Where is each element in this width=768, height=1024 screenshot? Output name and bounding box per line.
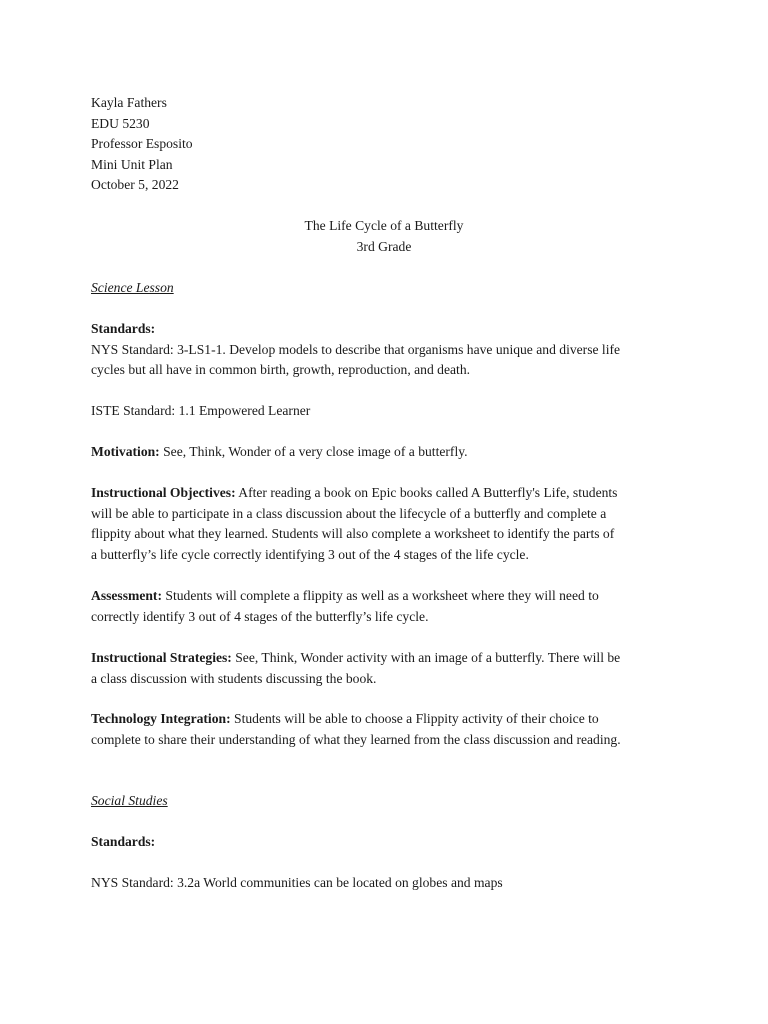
objectives-block [91,483,691,565]
title-block [0,216,768,257]
technology-text-1: Students will be able to choose a Flippity activity of their choice to [230,711,599,726]
social-studies-standards-block [91,832,691,853]
objectives-line-3: flippity about what they learned. Students will also complete a worksheet to identify the parts of [91,526,615,541]
nys-standard-line-1: NYS Standard: 3-LS1-1. Develop models to describe that organisms have unique and diverse life [91,341,621,357]
motivation-line [91,442,691,463]
science-section-heading: Science Lesson [91,280,174,295]
strategies-text-1: See, Think, Wonder activity with an image of a butterfly. There will be [231,650,621,665]
strategies-line-2: a class discussion with students discussing the book. [91,670,377,686]
objectives-line-4: a butterfly’s life cycle correctly identifying 3 out of the 4 stages of the life cycle. [91,546,529,562]
strategies-label: Instructional Strategies: [91,650,232,665]
assignment-name: Mini Unit Plan [91,156,173,172]
course-code: EDU 5230 [91,115,150,131]
science-standards-label: Standards: [91,321,156,336]
document-title: The Life Cycle of a Butterfly [304,218,464,233]
strategies-block [91,648,691,689]
objectives-text-1: After reading a book on Epic books called A Butterfly's Life, students [235,485,618,500]
header-block [91,93,691,196]
motivation-label: Motivation: [91,444,160,459]
iste-standard: ISTE Standard: 1.1 Empowered Learner [91,403,311,418]
motivation-block [91,442,691,463]
grade-level: 3rd Grade [356,238,412,254]
professor-name: Professor Esposito [91,136,193,151]
technology-label: Technology Integration: [91,711,231,726]
assessment-label: Assessment: [91,588,162,603]
technology-line-1 [91,709,691,730]
social-studies-nys-block [91,873,691,894]
document-date: October 5, 2022 [91,177,179,192]
iste-standard-block [91,401,691,422]
science-standards-block [91,319,691,381]
author-name: Kayla Fathers [91,95,167,110]
objectives-line-1 [91,483,691,504]
technology-line-2: complete to share their understanding of what they learned from the class discussion and reading. [91,731,621,747]
assessment-text-1: Students will complete a flippity as well as a worksheet where they will need to [161,588,599,603]
science-heading-block [91,278,691,299]
motivation-text: See, Think, Wonder of a very close image of a butterfly. [159,444,468,459]
assessment-block [91,586,691,627]
objectives-label: Instructional Objectives: [91,485,236,500]
social-studies-heading-block [91,791,691,812]
assessment-line-1 [91,586,691,607]
social-studies-nys-standard: NYS Standard: 3.2a World communities can be located on globes and maps [91,875,503,890]
technology-block [91,709,691,750]
nys-standard-line-2: cycles but all have in common birth, growth, reproduction, and death. [91,362,471,377]
social-studies-section-heading: Social Studies [91,793,168,808]
objectives-line-2: will be able to participate in a class discussion about the lifecycle of a butterfly and complete a [91,505,607,521]
strategies-line-1 [91,648,691,669]
social-studies-standards-label: Standards: [91,834,156,849]
assessment-line-2: correctly identify 3 out of 4 stages of the butterfly’s life cycle. [91,608,429,624]
